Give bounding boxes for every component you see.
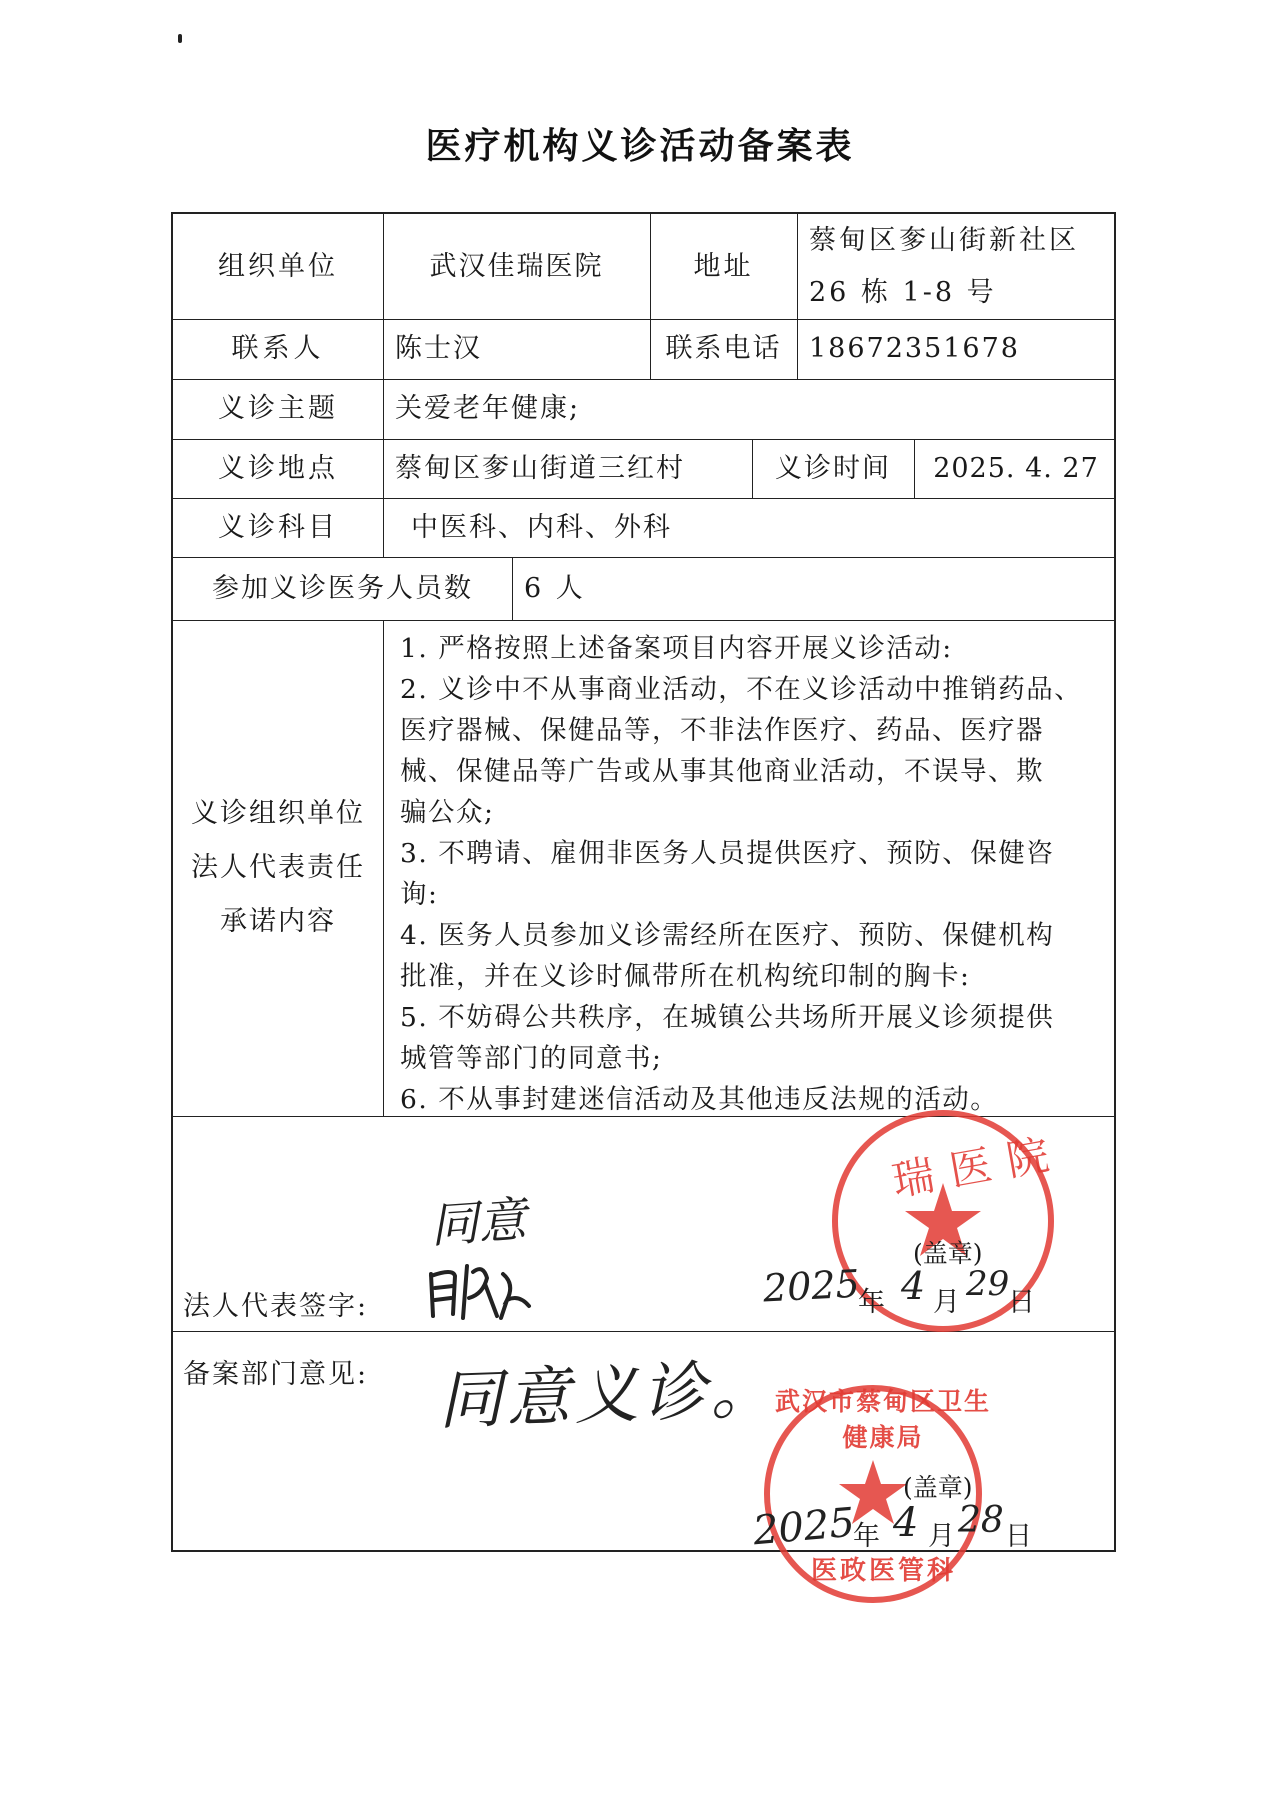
staff-label: 参加义诊医务人员数: [212, 572, 473, 604]
commitment-line: 1. 严格按照上述备案项目内容开展义诊活动:: [400, 633, 953, 664]
commitment-line: 6. 不从事封建迷信活动及其他违反法规的活动。: [400, 1084, 999, 1115]
scan-speck: [178, 34, 182, 43]
signature-date-day: 29: [966, 1264, 1010, 1304]
commitment-line: 5. 不妨碍公共秩序，在城镇公共场所开展义诊须提供: [400, 1002, 1055, 1033]
legal-rep-signature: [423, 1254, 543, 1324]
filing-date-day: 28: [958, 1500, 1004, 1541]
filing-date-day-char: 日: [1005, 1521, 1032, 1552]
filing-stamp-label: (盖章): [903, 1473, 973, 1502]
theme-value: 关爱老年健康;: [395, 393, 581, 425]
staff-value: 6 人: [524, 572, 586, 604]
contact-value: 陈士汉: [395, 333, 482, 365]
contact-label: 联系人: [231, 333, 325, 365]
hospital-stamp-label: (盖章): [913, 1239, 983, 1268]
commitment-label-line-1: 义诊组织单位: [191, 798, 365, 829]
signature-label: 法人代表签字:: [183, 1291, 369, 1322]
health-bureau-seal-text: 武汉市蔡甸区卫生健康局: [774, 1387, 991, 1452]
dept-value: 中医科、内科、外科: [411, 511, 672, 543]
handwritten-opinion: 同意义诊。: [437, 1353, 780, 1439]
address-line-1: 蔡甸区奓山街新社区: [809, 224, 1079, 256]
document-title: 医疗机构义诊活动备案表: [425, 126, 855, 167]
signature-date-year-char: 年: [858, 1287, 885, 1318]
hospital-seal-text: 瑞医院: [888, 1127, 1069, 1206]
address-label: 地址: [693, 250, 754, 282]
commitment-label-line-2: 法人代表责任: [191, 852, 365, 883]
filing-date-month: 4: [893, 1500, 919, 1546]
commitment-line: 骗公众;: [400, 797, 495, 828]
signature-date-year: 2025: [761, 1261, 861, 1311]
filing-date-year-char: 年: [853, 1521, 880, 1552]
filing-form-table: [171, 212, 1116, 1586]
col-divider: [383, 620, 384, 1116]
signature-date-month-char: 月: [933, 1287, 960, 1318]
location-value: 蔡甸区奓山街道三红村: [395, 452, 685, 484]
address-line-2: 26 栋 1-8 号: [809, 276, 997, 308]
time-value: 2025. 4. 27: [933, 452, 1099, 484]
phone-value: 18672351678: [809, 333, 1020, 365]
commitment-label: [173, 620, 383, 1116]
location-label: 义诊地点: [218, 452, 338, 484]
theme-label: 义诊主题: [218, 393, 338, 425]
signature-date-month: 4: [901, 1264, 926, 1308]
commitment-line: 批准，并在义诊时佩带所在机构统印制的胸卡:: [400, 961, 971, 992]
filing-label: 备案部门意见:: [183, 1359, 369, 1390]
commitment-line: 医疗器械、保健品等，不非法作医疗、药品、医疗器: [400, 715, 1044, 746]
filing-date-month-char: 月: [928, 1521, 955, 1552]
address-value: [797, 214, 1118, 319]
commitment-line: 3. 不聘请、雇佣非医务人员提供医疗、预防、保健咨: [400, 838, 1055, 869]
commitment-content: [388, 626, 1118, 1120]
phone-label: 联系电话: [665, 333, 782, 365]
commitment-line: 械、保健品等广告或从事其他商业活动，不误导、欺: [400, 756, 1044, 787]
time-label: 义诊时间: [775, 452, 891, 484]
commitment-line: 城管等部门的同意书;: [400, 1043, 663, 1074]
filing-date-year: 2025: [751, 1499, 857, 1555]
signature-date-day-char: 日: [1008, 1287, 1035, 1318]
health-bureau-seal-bottom-text: 医政医管科: [811, 1556, 957, 1586]
commitment-line: 询:: [400, 879, 439, 910]
handwritten-consent: 同意: [428, 1191, 529, 1255]
commitment-label-line-3: 承诺内容: [220, 906, 336, 937]
org-label: 组织单位: [218, 250, 338, 282]
commitment-line: 2. 义诊中不从事商业活动，不在义诊活动中推销药品、: [400, 674, 1083, 705]
commitment-line: 4. 医务人员参加义诊需经所在医疗、预防、保健机构: [400, 920, 1055, 951]
dept-label: 义诊科目: [218, 511, 338, 543]
org-value: 武汉佳瑞医院: [429, 250, 604, 282]
